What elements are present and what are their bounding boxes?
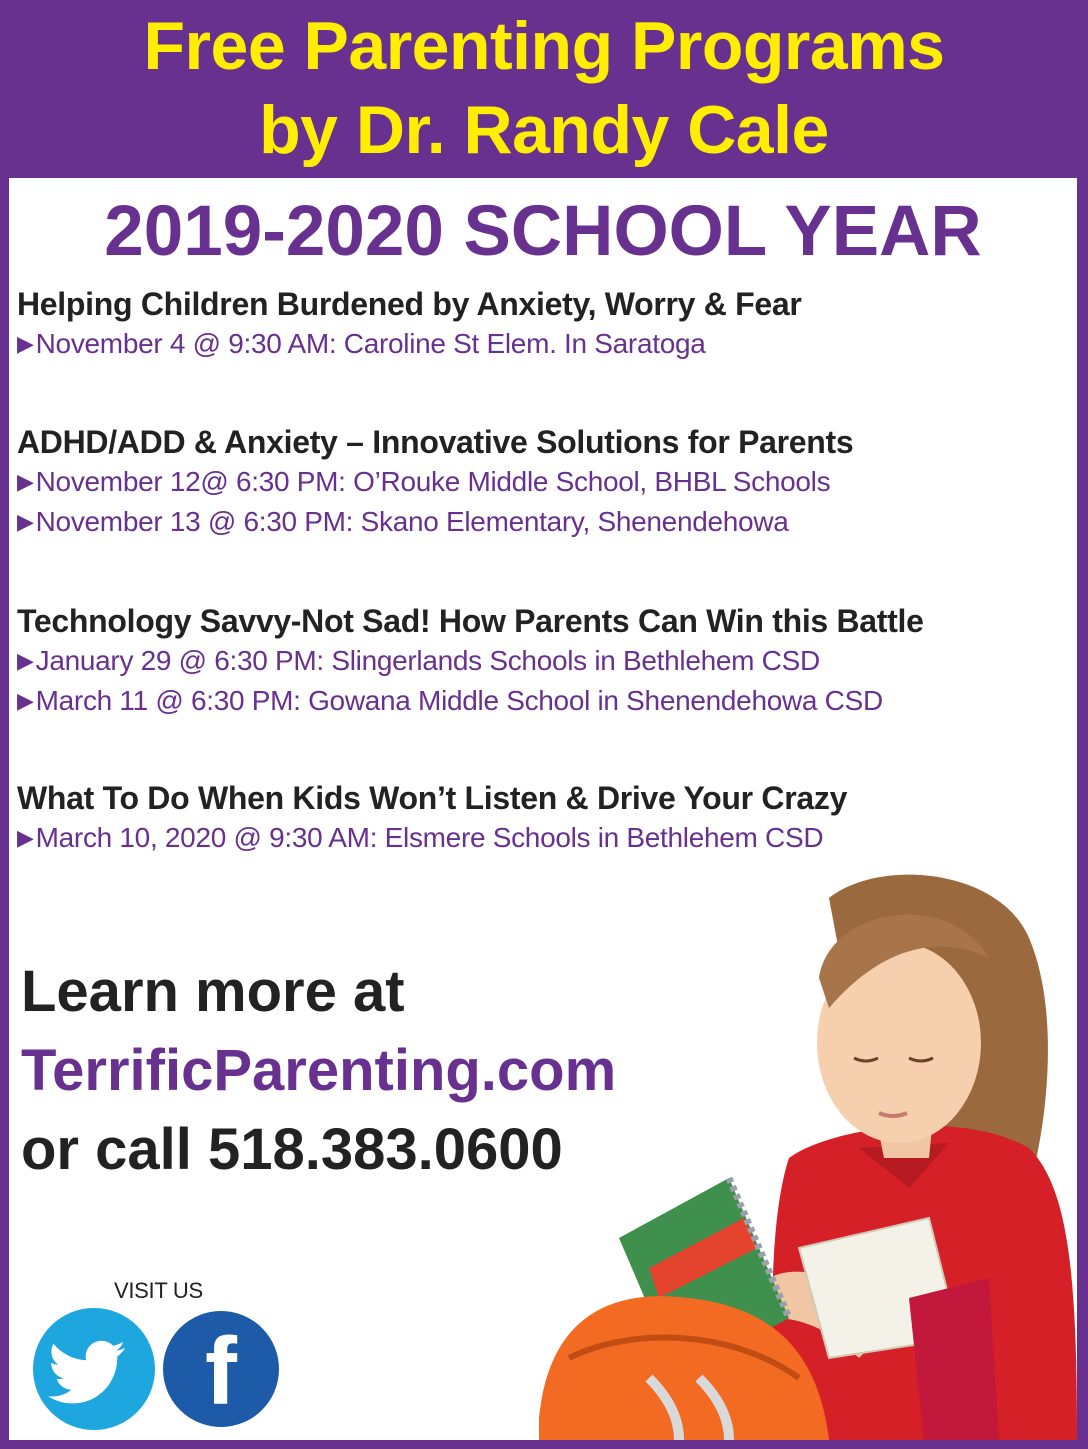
program-title: Helping Children Burdened by Anxiety, Worry & Fear — [17, 286, 802, 322]
header-title-line1: Free Parenting Programs — [143, 8, 945, 84]
header — [0, 0, 1088, 178]
program-technology — [17, 601, 924, 721]
event-item — [17, 462, 853, 502]
event-text: November 4 @ 9:30 AM: Caroline St Elem. In Saratoga — [35, 328, 706, 359]
program-listen — [17, 778, 847, 858]
facebook-button[interactable] — [160, 1308, 282, 1430]
event-item — [17, 324, 802, 364]
event-text: January 29 @ 6:30 PM: Slingerlands Schools in Bethlehem CSD — [35, 645, 820, 676]
event-text: November 13 @ 6:30 PM: Skano Elementary, Shenendehowa — [35, 506, 789, 537]
learn-more-text: Learn more at — [21, 959, 405, 1024]
triangle-bullet-icon: ▶ — [17, 469, 34, 494]
event-item — [17, 818, 847, 858]
triangle-bullet-icon: ▶ — [17, 331, 34, 356]
program-title: What To Do When Kids Won’t Listen & Drive Your Crazy — [17, 780, 848, 816]
header-title-line2: by Dr. Randy Cale — [259, 92, 829, 168]
event-text: March 10, 2020 @ 9:30 AM: Elsmere Schools in Bethlehem CSD — [35, 822, 824, 853]
triangle-bullet-icon: ▶ — [17, 825, 34, 850]
program-adhd — [17, 422, 853, 542]
program-anxiety — [17, 284, 802, 364]
school-year-heading: 2019-2020 SCHOOL YEAR — [104, 192, 982, 271]
website-link[interactable]: TerrificParenting.com — [21, 1038, 617, 1103]
event-text: November 12@ 6:30 PM: O’Rouke Middle School, BHBL Schools — [35, 466, 831, 497]
twitter-button[interactable] — [33, 1308, 155, 1430]
event-item — [17, 641, 924, 681]
triangle-bullet-icon: ▶ — [17, 688, 34, 713]
program-title: ADHD/ADD & Anxiety – Innovative Solutions for Parents — [17, 424, 854, 460]
twitter-icon — [33, 1308, 155, 1430]
event-item — [17, 681, 924, 721]
call-to-action — [21, 952, 616, 1189]
triangle-bullet-icon: ▶ — [17, 648, 34, 673]
facebook-icon: f — [205, 1318, 237, 1425]
triangle-bullet-icon: ▶ — [17, 509, 34, 534]
event-item — [17, 502, 853, 542]
program-title: Technology Savvy-Not Sad! How Parents Can Win this Battle — [17, 603, 924, 639]
content-panel — [9, 178, 1077, 1440]
phone-text: or call 518.383.0600 — [21, 1117, 563, 1182]
visit-us-label: VISIT US — [114, 1278, 203, 1303]
event-text: March 11 @ 6:30 PM: Gowana Middle School in Shenendehowa CSD — [35, 685, 883, 716]
